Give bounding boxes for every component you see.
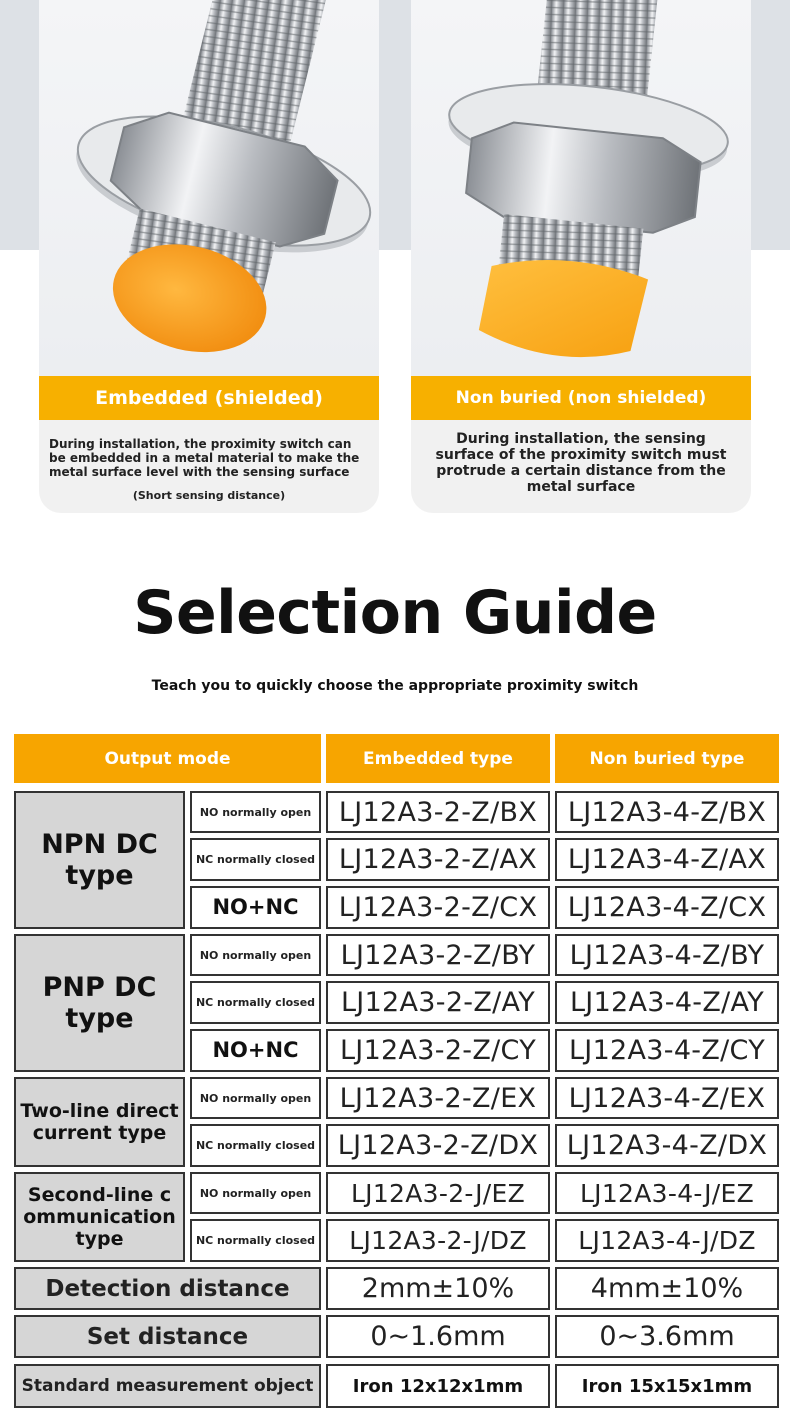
spec-embedded-set-distance: 0~1.6mm bbox=[326, 1315, 550, 1358]
group-two-line-dc: Two-line direct current type bbox=[14, 1077, 185, 1167]
header-non-buried-type: Non buried type bbox=[555, 734, 779, 783]
non-buried-model-cell: LJ12A3-4-Z/BX bbox=[555, 791, 779, 833]
embedded-model-cell: LJ12A3-2-J/EZ bbox=[326, 1172, 550, 1214]
mode-cell: NC normally closed bbox=[190, 1124, 321, 1167]
embedded-model-cell: LJ12A3-2-Z/CX bbox=[326, 886, 550, 929]
embedded-model-cell: LJ12A3-2-Z/DX bbox=[326, 1124, 550, 1167]
non-buried-model-cell: LJ12A3-4-Z/EX bbox=[555, 1077, 779, 1119]
embedded-model-cell: LJ12A3-2-Z/BX bbox=[326, 791, 550, 833]
group-second-line-communication: Second-line communication type bbox=[14, 1172, 185, 1262]
mode-cell: NO+NC bbox=[190, 886, 321, 929]
spec-non-buried-detection-distance: 4mm±10% bbox=[555, 1267, 779, 1310]
spec-embedded-standard-object: Iron 12x12x1mm bbox=[326, 1364, 550, 1408]
non-buried-model-cell: LJ12A3-4-Z/CY bbox=[555, 1029, 779, 1072]
spec-label-set-distance: Set distance bbox=[14, 1315, 321, 1358]
spec-embedded-detection-distance: 2mm±10% bbox=[326, 1267, 550, 1310]
selection-guide-subtitle: Teach you to quickly choose the appropriate proximity switch bbox=[151, 678, 639, 694]
embedded-card-description: During installation, the proximity switch can be embedded in a metal material to make the metal surface level with the sensing surface bbox=[49, 437, 360, 479]
non-buried-card-title: Non buried (non shielded) bbox=[411, 376, 751, 420]
embedded-sensor-image bbox=[39, 0, 379, 376]
non-buried-model-cell: LJ12A3-4-J/EZ bbox=[555, 1172, 779, 1214]
embedded-model-cell: LJ12A3-2-Z/CY bbox=[326, 1029, 550, 1072]
non-buried-model-cell: LJ12A3-4-Z/CX bbox=[555, 886, 779, 929]
embedded-model-cell: LJ12A3-2-J/DZ bbox=[326, 1219, 550, 1262]
header-embedded-type: Embedded type bbox=[326, 734, 550, 783]
mode-cell: NO normally open bbox=[190, 934, 321, 976]
mode-cell: NC normally closed bbox=[190, 838, 321, 881]
non-buried-model-cell: LJ12A3-4-Z/BY bbox=[555, 934, 779, 976]
non-buried-model-cell: LJ12A3-4-Z/AX bbox=[555, 838, 779, 881]
non-buried-card-description: During installation, the sensing surface of the proximity switch must protrude a certain distance from the metal surface bbox=[435, 431, 727, 495]
mode-cell: NC normally closed bbox=[190, 1219, 321, 1262]
non-buried-card bbox=[411, 0, 751, 513]
header-output-mode: Output mode bbox=[14, 734, 321, 783]
non-buried-model-cell: LJ12A3-4-Z/DX bbox=[555, 1124, 779, 1167]
embedded-model-cell: LJ12A3-2-Z/AY bbox=[326, 981, 550, 1024]
non-buried-sensor-image bbox=[411, 0, 751, 376]
embedded-card-title: Embedded (shielded) bbox=[39, 376, 379, 420]
group-pnp-dc: PNP DC type bbox=[14, 934, 185, 1072]
non-buried-model-cell: LJ12A3-4-Z/AY bbox=[555, 981, 779, 1024]
mode-cell: NO normally open bbox=[190, 1077, 321, 1119]
embedded-card bbox=[39, 0, 379, 513]
embedded-model-cell: LJ12A3-2-Z/BY bbox=[326, 934, 550, 976]
mode-cell: NO normally open bbox=[190, 1172, 321, 1214]
embedded-model-cell: LJ12A3-2-Z/EX bbox=[326, 1077, 550, 1119]
mode-cell: NO+NC bbox=[190, 1029, 321, 1072]
non-buried-model-cell: LJ12A3-4-J/DZ bbox=[555, 1219, 779, 1262]
mode-cell: NO normally open bbox=[190, 791, 321, 833]
embedded-model-cell: LJ12A3-2-Z/AX bbox=[326, 838, 550, 881]
spec-non-buried-set-distance: 0~3.6mm bbox=[555, 1315, 779, 1358]
mode-cell: NC normally closed bbox=[190, 981, 321, 1024]
embedded-card-note: (Short sensing distance) bbox=[132, 489, 286, 502]
spec-label-standard-object: Standard measurement object bbox=[14, 1364, 321, 1408]
spec-non-buried-standard-object: Iron 15x15x1mm bbox=[555, 1364, 779, 1408]
group-npn-dc: NPN DC type bbox=[14, 791, 185, 929]
selection-guide-title: Selection Guide bbox=[133, 578, 657, 648]
spec-label-detection-distance: Detection distance bbox=[14, 1267, 321, 1310]
